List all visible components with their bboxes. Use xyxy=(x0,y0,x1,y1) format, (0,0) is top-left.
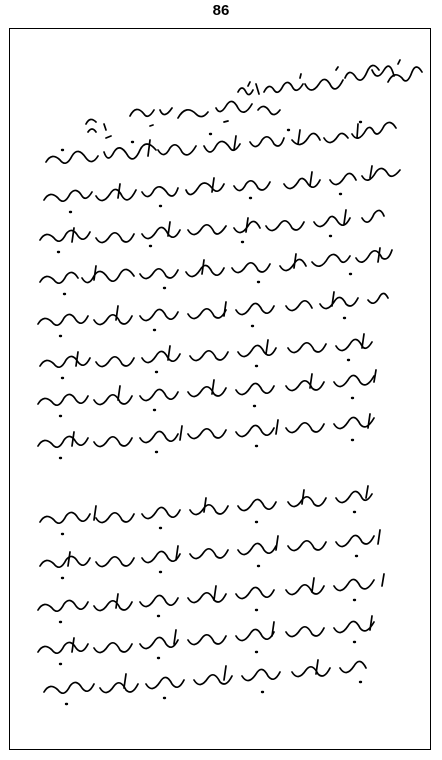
letter-line-13 xyxy=(44,660,366,693)
letter-line-2 xyxy=(44,166,400,201)
letter-line-4 xyxy=(40,248,392,283)
letter-line-7 xyxy=(38,370,376,405)
letter-line-10 xyxy=(40,530,380,567)
page-number: 86 xyxy=(212,2,230,19)
letter-date-line xyxy=(86,101,280,138)
letter-header-line xyxy=(238,60,422,95)
letter-line-11 xyxy=(38,574,384,611)
letter-line-9 xyxy=(40,486,372,523)
letter-line-8 xyxy=(38,414,374,447)
letter-line-5 xyxy=(38,292,388,325)
letter-line-3 xyxy=(40,210,384,243)
letter-line-12 xyxy=(38,616,374,653)
diacritic-dots xyxy=(58,122,361,704)
letter-line-6 xyxy=(40,334,372,367)
letter-line-1 xyxy=(46,122,396,163)
